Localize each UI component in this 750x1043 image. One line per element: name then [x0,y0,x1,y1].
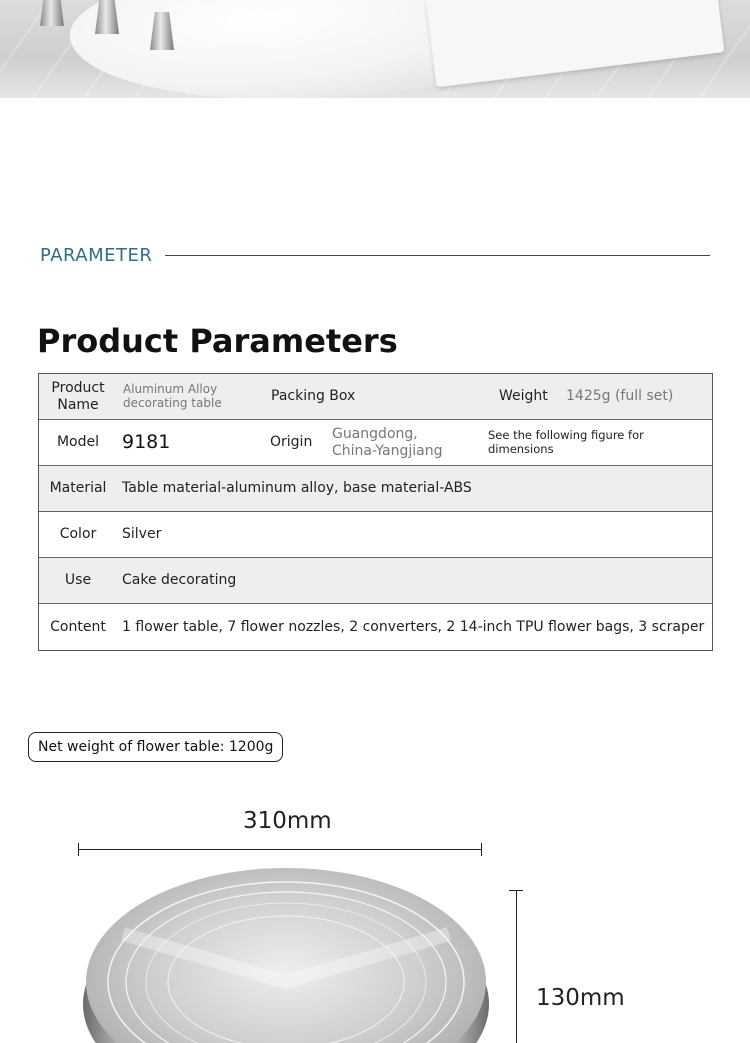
origin-value: Guangdong, China-Yangjiang [332,426,443,459]
table-row [39,466,712,512]
color-value: Silver [122,526,162,543]
page-title: Product Parameters [37,322,398,360]
height-dimension-cap [509,890,523,891]
row-label: Model [56,434,100,451]
material-value: Table material-aluminum alloy, base material-ABS [122,480,472,497]
dimensions-note: See the following figure for dimensions [488,428,644,456]
packing-box-label: Packing Box [271,388,356,405]
net-weight-badge: Net weight of flower table: 1200g [28,732,283,762]
use-value: Cake decorating [122,572,237,589]
row-label: Content [50,618,106,635]
product-name-value: Aluminum Alloy decorating table [123,381,222,410]
table-row [39,420,712,466]
height-dimension: 130mm [536,985,625,1011]
origin-label: Origin [270,434,313,451]
content-value: 1 flower table, 7 flower nozzles, 2 converters, 2 14-inch TPU flower bags, 3 scraper [122,618,705,635]
height-dimension-line [516,890,517,1043]
table-row [39,604,712,650]
table-row [39,374,712,420]
row-label: Material [49,480,107,497]
banner-photo [0,0,750,98]
turntable-illustration [83,864,489,1043]
piping-nozzle [40,0,64,26]
row-label: Product Name [51,380,105,413]
section-divider [165,255,710,256]
width-dimension-line [78,849,482,850]
model-value: 9181 [122,430,171,453]
parameter-table [38,373,713,651]
weight-label: Weight [499,388,548,405]
table-row [39,512,712,558]
width-dimension-cap [78,843,79,856]
table-row [39,558,712,604]
width-dimension: 310mm [243,808,332,834]
weight-value: 1425g (full set) [566,388,674,405]
row-label: Color [59,526,97,543]
section-label: PARAMETER [40,245,153,266]
width-dimension-cap [481,843,482,856]
row-label: Use [64,572,92,589]
